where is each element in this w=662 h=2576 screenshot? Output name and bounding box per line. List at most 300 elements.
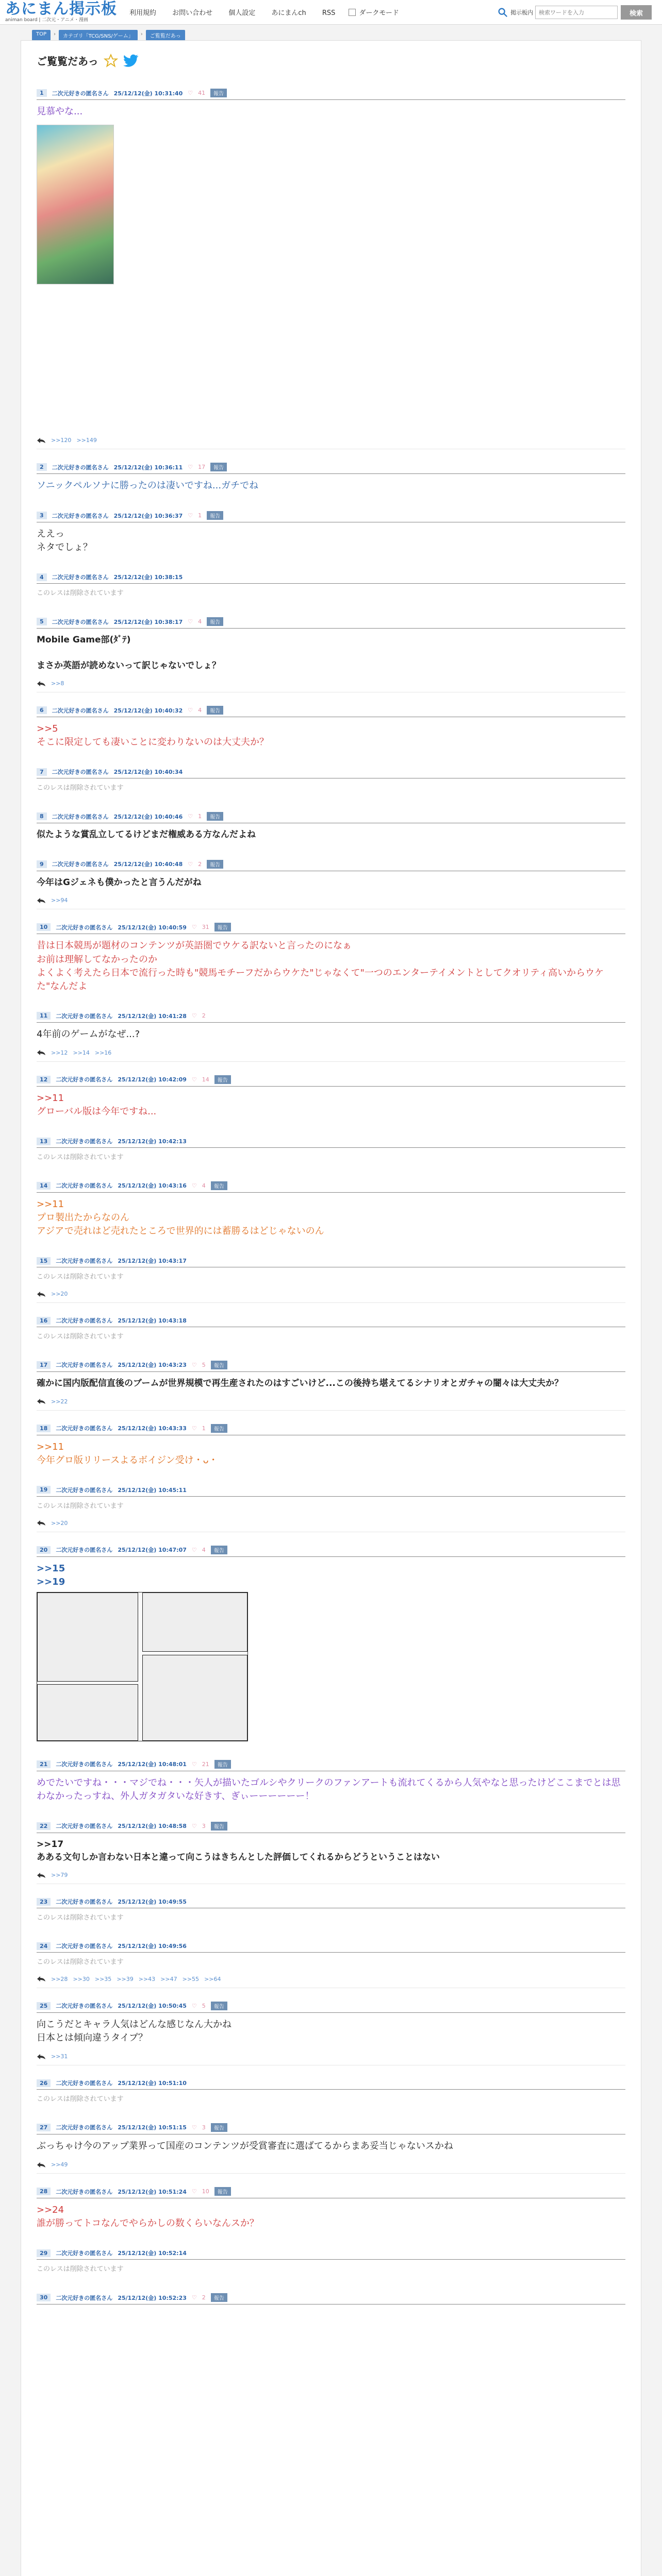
post-body: Mobile Game部(ﾀﾞﾃ) まさか英語が読めないって訳じゃないでしょ？: [37, 635, 221, 671]
post-header: [37, 1897, 625, 1908]
search-input[interactable]: [535, 6, 618, 19]
post-author: 二次元好きの匿名さん: [52, 464, 109, 471]
post-date: 25/12/12(金) 10:31:40: [113, 90, 183, 97]
post-author: 二次元好きの匿名さん: [56, 1362, 113, 1369]
nav-link-contact[interactable]: お問い合わせ: [172, 9, 213, 17]
reply-link[interactable]: >>149: [76, 437, 97, 444]
report-button[interactable]: 報告: [207, 812, 223, 821]
post: [21, 2079, 641, 2110]
post-author: 二次元好きの匿名さん: [56, 924, 113, 931]
post: [21, 812, 641, 846]
report-button[interactable]: 報告: [211, 1361, 227, 1369]
post-header: [37, 573, 625, 584]
post-author: 二次元好きの匿名さん: [56, 1823, 113, 1830]
like-count: 2: [202, 1012, 206, 1020]
post-body: >>24 誰が勝ってトコなんでやらかしの数くらいなんスか？: [37, 2205, 259, 2229]
post-number[interactable]: 9: [37, 860, 47, 868]
post-body: ソニックペルソナに勝ったのは凄いですね...ガチでね: [37, 480, 259, 492]
post-number[interactable]: 28: [37, 2188, 51, 2195]
post-list: [21, 89, 641, 2315]
post-date: 25/12/12(金) 10:40:46: [113, 813, 183, 820]
post-date: 25/12/12(金) 10:42:09: [118, 1076, 187, 1083]
post-body: >>5 そこに限定しても凄いことに変わりないのは大丈夫か？: [37, 723, 269, 748]
post-number[interactable]: 5: [37, 618, 47, 625]
post-header: [37, 1942, 625, 1953]
post: [21, 463, 641, 498]
site-logo[interactable]: [5, 2, 117, 23]
post-number[interactable]: 30: [37, 2294, 51, 2301]
post: [21, 1137, 641, 1168]
like-count: 14: [202, 1076, 209, 1083]
post-date: 25/12/12(金) 10:49:55: [118, 1899, 187, 1906]
post-author: 二次元好きの匿名さん: [56, 1899, 113, 1906]
manga-panel: [37, 1592, 138, 1682]
post-date: 25/12/12(金) 10:49:56: [118, 1943, 187, 1950]
post-author: 二次元好きの匿名さん: [56, 2124, 113, 2131]
post-header: [37, 1012, 625, 1023]
post-number[interactable]: 24: [37, 1942, 51, 1950]
post: [21, 1486, 641, 1532]
post: [21, 923, 641, 998]
post-body: >>11 グローバル版は今年ですね...: [37, 1092, 157, 1117]
search-bar: [497, 5, 652, 20]
report-button[interactable]: 報告: [211, 1181, 227, 1190]
post-number[interactable]: 10: [37, 923, 51, 931]
post-author: 二次元好きの匿名さん: [56, 1317, 113, 1325]
reply-link[interactable]: >>31: [51, 2053, 68, 2060]
post-date: 25/12/12(金) 10:36:11: [113, 464, 183, 471]
report-button[interactable]: 報告: [207, 511, 223, 520]
post-body: >>11 プロ製出たからなのん アジアで売れはど売れたところで世界的には蓄勝るはどじゃないのん: [37, 1198, 324, 1237]
report-button[interactable]: 報告: [211, 1822, 227, 1831]
post-date: 25/12/12(金) 10:40:48: [113, 861, 183, 868]
main-nav: [129, 7, 349, 17]
post: [21, 1424, 641, 1472]
like-icon[interactable]: ♡: [191, 2294, 197, 2301]
report-button[interactable]: 報告: [211, 2293, 227, 2302]
post-header: [37, 89, 625, 100]
post-date: 25/12/12(金) 10:43:33: [118, 1425, 187, 1432]
logo-subtitle: animan board | 二次元・アニメ・漫画: [5, 18, 88, 23]
post-date: 25/12/12(金) 10:51:15: [118, 2124, 187, 2131]
post: [21, 1361, 641, 1411]
post: [21, 1257, 641, 1303]
post-date: 25/12/12(金) 10:45:11: [118, 1486, 187, 1494]
post-header: [37, 860, 625, 871]
post-date: 25/12/12(金) 10:40:34: [113, 769, 183, 776]
post: [21, 2249, 641, 2280]
nav-link-terms[interactable]: 利用規約: [129, 9, 157, 17]
like-count: 10: [202, 2188, 209, 2195]
like-icon[interactable]: ♡: [191, 924, 197, 931]
report-button[interactable]: 報告: [211, 1546, 227, 1554]
reply-link[interactable]: >>49: [51, 2161, 68, 2168]
post-body: >>17 あある文句しか言わない日本と違って向こうはきちんとした評価してくれるからどうということはない: [37, 1839, 440, 1862]
post-number[interactable]: 19: [37, 1486, 51, 1494]
post-header: [37, 768, 625, 778]
like-count: 4: [202, 1182, 206, 1189]
like-count: 3: [202, 1822, 206, 1829]
like-icon[interactable]: ♡: [191, 2124, 197, 2131]
post: [21, 768, 641, 799]
post: [21, 1760, 641, 1808]
post: [21, 1316, 641, 1347]
top-bar: [0, 0, 662, 25]
post-number[interactable]: 16: [37, 1317, 51, 1325]
post-date: 25/12/12(金) 10:52:14: [118, 2250, 187, 2257]
dark-mode-toggle[interactable]: [349, 7, 399, 17]
reply-link[interactable]: >>79: [51, 1872, 68, 1879]
post-body: ぶっちゃけ今のアップ業界って国産のコンテンツが受賞審査に選ばてるからまあ妥当じゃないスかね: [37, 2140, 453, 2151]
post-date: 25/12/12(金) 10:51:10: [118, 2080, 187, 2087]
reply-bar: [37, 1872, 625, 1884]
like-icon[interactable]: ♡: [191, 1076, 197, 1083]
reply-icon: [37, 2054, 46, 2060]
report-button[interactable]: 報告: [211, 2002, 227, 2010]
post: [21, 617, 641, 692]
report-button[interactable]: 報告: [210, 89, 227, 97]
post-date: 25/12/12(金) 10:36:37: [113, 512, 183, 519]
post-header: [37, 511, 625, 522]
reply-link[interactable]: >>28: [51, 1975, 68, 1982]
report-button[interactable]: 報告: [207, 617, 223, 626]
report-button[interactable]: 報告: [214, 1760, 231, 1769]
post-date: 25/12/12(金) 10:43:18: [118, 1317, 187, 1325]
reply-bar: [37, 1976, 625, 1988]
like-count: 5: [202, 1361, 206, 1368]
post-body: [37, 2304, 625, 2315]
post-header: [37, 706, 625, 717]
reply-icon: [37, 681, 46, 687]
post-author: 二次元好きの匿名さん: [56, 1486, 113, 1494]
post-header: [37, 1486, 625, 1497]
post-body: 見慕やな...: [37, 100, 625, 434]
reply-link[interactable]: >>55: [182, 1975, 200, 1982]
post-number[interactable]: 14: [37, 1182, 51, 1190]
post: [21, 511, 641, 560]
post-body: このレスは削除されています: [37, 2095, 124, 2104]
post-date: 25/12/12(金) 10:38:17: [113, 618, 183, 625]
like-icon[interactable]: ♡: [191, 2002, 197, 2009]
like-count: 2: [198, 860, 202, 868]
like-icon[interactable]: ♡: [191, 1182, 197, 1189]
nav-link-rss[interactable]: RSS: [322, 9, 336, 17]
post-author: 二次元好きの匿名さん: [52, 813, 109, 820]
reply-bar: [37, 2161, 625, 2174]
post: [21, 89, 641, 449]
post-author: 二次元好きの匿名さん: [56, 2080, 113, 2087]
post-body: 4年前のゲームがなぜ...?: [37, 1028, 140, 1040]
post: [21, 2187, 641, 2235]
post-body: 確かに国内版配信直後のブームが世界規模で再生産されたのはすごいけど...この後持ち堪えてるシナリオとガチャの闇々は大丈夫か？: [37, 1378, 564, 1388]
post-image[interactable]: [37, 125, 114, 284]
post-author: 二次元好きの匿名さん: [52, 769, 109, 776]
post-author: 二次元好きの匿名さん: [52, 574, 109, 581]
post-header: [37, 2249, 625, 2260]
post-header: [37, 1760, 625, 1771]
post-body: >>11 今年グロ版リリースよるボイジン受け・ᴗ・: [37, 1441, 218, 1466]
image-spacer: [37, 284, 625, 429]
reply-bar: [37, 1291, 625, 1303]
post-date: 25/12/12(金) 10:38:15: [113, 574, 183, 581]
like-count: 1: [202, 1425, 206, 1432]
post-body: このレスは削除されています: [37, 1502, 124, 1510]
post-author: 二次元好きの匿名さん: [56, 2003, 113, 2010]
like-icon[interactable]: ♡: [191, 1546, 197, 1553]
post-body: めでたいですね・・・マジでね・・・矢人が描いたゴルシやクリークのファンアートも流れてくるから人気やなと思ったけどここまでとは思わなかったっすね、外人ガタガタいな好きす、ぎぃーーーーーー！: [37, 1777, 621, 1802]
post-body: このレスは削除されています: [37, 1154, 124, 1162]
post-number[interactable]: 1: [37, 89, 47, 97]
post-date: 25/12/12(金) 10:43:23: [118, 1362, 187, 1369]
post-number[interactable]: 6: [37, 706, 47, 714]
post-number[interactable]: 17: [37, 1361, 51, 1369]
post-date: 25/12/12(金) 10:47:07: [118, 1547, 187, 1554]
search-button[interactable]: 検索: [621, 5, 652, 20]
breadcrumb-separator: ›: [54, 31, 56, 37]
reply-bar: [37, 2053, 625, 2065]
reply-bar: [37, 1520, 625, 1532]
reply-link[interactable]: >>39: [117, 1975, 134, 1982]
post-header: [37, 2002, 625, 2013]
post-number[interactable]: 23: [37, 1898, 51, 1906]
post: [21, 1897, 641, 1928]
post-header: [37, 1424, 625, 1435]
report-button[interactable]: 報告: [207, 860, 223, 869]
twitter-share-icon[interactable]: [123, 54, 139, 67]
post-author: 二次元好きの匿名さん: [56, 1547, 113, 1554]
post-author: 二次元好きの匿名さん: [56, 1138, 113, 1145]
post-date: 25/12/12(金) 10:43:16: [118, 1182, 187, 1190]
post-author: 二次元好きの匿名さん: [56, 1258, 113, 1265]
thread-title: ご覧覧だあっ: [37, 55, 98, 67]
post-header: [37, 1316, 625, 1327]
logo-text: あにまん掲示板: [5, 0, 117, 18]
post-date: 25/12/12(金) 10:48:01: [118, 1761, 187, 1768]
post-date: 25/12/12(金) 10:40:59: [118, 924, 187, 931]
post: [21, 2002, 641, 2065]
reply-bar: [37, 897, 625, 909]
post-date: 25/12/12(金) 10:42:13: [118, 1138, 187, 1145]
post-date: 25/12/12(金) 10:40:32: [113, 707, 183, 714]
post-number[interactable]: 21: [37, 1760, 51, 1768]
post: [21, 2123, 641, 2174]
reply-link[interactable]: >>120: [51, 437, 72, 444]
reply-bar: [37, 437, 625, 449]
post-number[interactable]: 4: [37, 573, 47, 581]
manga-panel: [37, 1684, 138, 1740]
report-button[interactable]: 報告: [210, 463, 227, 471]
report-button[interactable]: 報告: [214, 2187, 231, 2196]
reply-link[interactable]: >>30: [73, 1975, 90, 1982]
post-header: [37, 1075, 625, 1087]
post: [21, 1075, 641, 1124]
post-author: 二次元好きの匿名さん: [52, 90, 109, 97]
search-icon: [497, 7, 508, 18]
post-header: [37, 2187, 625, 2198]
post-number[interactable]: 12: [37, 1076, 51, 1083]
post-author: 二次元好きの匿名さん: [52, 618, 109, 625]
like-icon[interactable]: ♡: [188, 860, 193, 868]
like-count: 5: [202, 2002, 206, 2009]
report-button[interactable]: 報告: [214, 1075, 231, 1084]
reply-link[interactable]: >>43: [138, 1975, 156, 1982]
reply-icon: [37, 437, 46, 444]
reply-link[interactable]: >>16: [94, 1049, 112, 1056]
post-author: 二次元好きの匿名さん: [56, 1761, 113, 1768]
post-author: 二次元好きの匿名さん: [56, 2250, 113, 2257]
report-button[interactable]: 報告: [207, 706, 223, 715]
manga-panel: [142, 1592, 247, 1652]
like-count: 1: [198, 512, 202, 519]
post-header: [37, 463, 625, 474]
post-body: 似たような賞乱立してるけどまだ権威ある方なんだよね: [37, 829, 256, 840]
post-author: 二次元好きの匿名さん: [56, 1943, 113, 1950]
post-author: 二次元好きの匿名さん: [56, 2188, 113, 2195]
nav-link-settings[interactable]: 個人設定: [228, 9, 256, 17]
reply-link[interactable]: >>12: [51, 1049, 68, 1056]
post-body: このレスは削除されています: [37, 1914, 124, 1922]
post-number[interactable]: 27: [37, 2124, 51, 2131]
like-count: 2: [202, 2294, 206, 2301]
like-icon[interactable]: ♡: [191, 1012, 197, 1020]
like-count: 1: [198, 813, 202, 820]
post-header: [37, 617, 625, 629]
post-number[interactable]: 13: [37, 1138, 51, 1145]
breadcrumb-separator: ›: [140, 31, 143, 37]
reply-bar: [37, 680, 625, 692]
reply-icon: [37, 897, 46, 904]
post-header: [37, 812, 625, 823]
post-author: 二次元好きの匿名さん: [52, 707, 109, 714]
favorite-star-icon[interactable]: [104, 54, 118, 68]
post: [21, 1546, 641, 1747]
thread-container: [21, 40, 641, 2576]
post-header: [37, 2079, 625, 2090]
post-body: このレスは削除されています: [37, 1333, 124, 1341]
post-body: ええっ ネタでしょ？: [37, 529, 92, 553]
like-icon[interactable]: ♡: [188, 618, 193, 625]
like-icon[interactable]: ♡: [188, 707, 193, 714]
like-icon[interactable]: ♡: [191, 1822, 197, 1829]
post-header: [37, 923, 625, 934]
post-number[interactable]: 22: [37, 1822, 51, 1830]
post-number[interactable]: 25: [37, 2002, 51, 2010]
post-header: [37, 2123, 625, 2134]
like-icon[interactable]: ♡: [191, 1425, 197, 1432]
reply-icon: [37, 1872, 46, 1878]
post-number[interactable]: 2: [37, 463, 47, 471]
post: [21, 573, 641, 604]
like-icon[interactable]: ♡: [188, 90, 193, 96]
post: [21, 706, 641, 754]
like-count: 41: [198, 90, 206, 96]
post: [21, 860, 641, 910]
reply-bar: [37, 1049, 625, 1062]
like-icon[interactable]: ♡: [191, 2188, 197, 2195]
post-body: このレスは削除されています: [37, 784, 124, 792]
like-count: 21: [202, 1760, 209, 1768]
post-number[interactable]: 8: [37, 812, 47, 820]
reply-icon: [37, 1976, 46, 1982]
post-number[interactable]: 26: [37, 2079, 51, 2087]
like-icon[interactable]: ♡: [188, 813, 193, 820]
like-icon[interactable]: ♡: [188, 512, 193, 519]
like-count: 3: [202, 2124, 206, 2131]
post-body: 昔は日本競馬が題材のコンテンツが英語圏でウケる訳ないと言ったのになぁ お前は理解してなかったのか よくよく考えたら日本で流行った時も"競馬モチーフだからウケた"じゃなくて"一つのエンターテイメントとしてクオリティ高いからウケた"なんだよ: [37, 940, 604, 992]
post-body: 今年はGジェネも僕かったと言うんだがね: [37, 877, 202, 888]
like-count: 31: [202, 924, 209, 931]
post-author: 二次元好きの匿名さん: [56, 1012, 113, 1020]
reply-link[interactable]: >>94: [51, 897, 68, 904]
post-header: [37, 1822, 625, 1833]
reply-link[interactable]: >>22: [51, 1398, 68, 1405]
post-author: 二次元好きの匿名さん: [52, 512, 109, 519]
post-header: [37, 1181, 625, 1193]
breadcrumb-top[interactable]: TOP: [32, 30, 51, 41]
reply-link[interactable]: >>47: [160, 1975, 177, 1982]
like-icon[interactable]: ♡: [188, 464, 193, 471]
breadcrumb-category[interactable]: カテゴリ「TCG/SNS/ゲーム」: [59, 30, 138, 41]
like-count: 4: [198, 618, 202, 625]
post-number[interactable]: 7: [37, 768, 47, 776]
post-header: [37, 1546, 625, 1557]
post: [21, 1181, 641, 1243]
post-number[interactable]: 18: [37, 1425, 51, 1432]
report-button[interactable]: 報告: [211, 2123, 227, 2132]
search-scope[interactable]: 掲示板内: [510, 9, 533, 16]
post-body: このレスは削除されています: [37, 589, 124, 598]
post: [21, 1942, 641, 1988]
report-button[interactable]: 報告: [214, 923, 231, 931]
post-author: 二次元好きの匿名さん: [56, 1425, 113, 1432]
post-body: このレスは削除されています: [37, 2265, 124, 2274]
report-button[interactable]: 報告: [211, 1424, 227, 1433]
post: [21, 1822, 641, 1884]
post-number[interactable]: 3: [37, 512, 47, 519]
post-author: 二次元好きの匿名さん: [56, 1076, 113, 1083]
post-number[interactable]: 15: [37, 1257, 51, 1265]
post-header: [37, 1257, 625, 1267]
post-number[interactable]: 20: [37, 1546, 51, 1554]
post-body: 向こうだとキャラ人気はどんな感じなん大かね 日本とは傾向違うタイプ？: [37, 2019, 231, 2044]
post-number[interactable]: 29: [37, 2249, 51, 2257]
breadcrumb-thread[interactable]: ご覧覧だあっ: [146, 30, 185, 41]
like-icon[interactable]: ♡: [191, 1361, 197, 1368]
reply-icon: [37, 2162, 46, 2168]
reply-link[interactable]: >>64: [204, 1975, 221, 1982]
post-number[interactable]: 11: [37, 1012, 51, 1020]
reply-link[interactable]: >>20: [51, 1291, 68, 1298]
reply-link[interactable]: >>20: [51, 1519, 68, 1527]
like-icon[interactable]: ♡: [191, 1760, 197, 1768]
reply-link[interactable]: >>14: [73, 1049, 90, 1056]
thread-header: [21, 41, 641, 75]
post-header: [37, 1137, 625, 1148]
manga-image[interactable]: [37, 1592, 248, 1741]
reply-link[interactable]: >>8: [51, 680, 64, 687]
reply-icon: [37, 1398, 46, 1404]
post: [21, 1012, 641, 1062]
dark-mode-checkbox[interactable]: [349, 9, 356, 16]
post-body: >>15 >>19: [37, 1557, 625, 1747]
post-body: このレスは削除されています: [37, 1273, 124, 1281]
like-count: 4: [202, 1546, 206, 1553]
reply-link[interactable]: >>35: [94, 1975, 112, 1982]
like-count: 4: [198, 707, 202, 714]
breadcrumb: [32, 30, 185, 41]
nav-link-animanch[interactable]: あにまんch: [271, 9, 306, 17]
post-date: 25/12/12(金) 10:43:17: [118, 1258, 187, 1265]
